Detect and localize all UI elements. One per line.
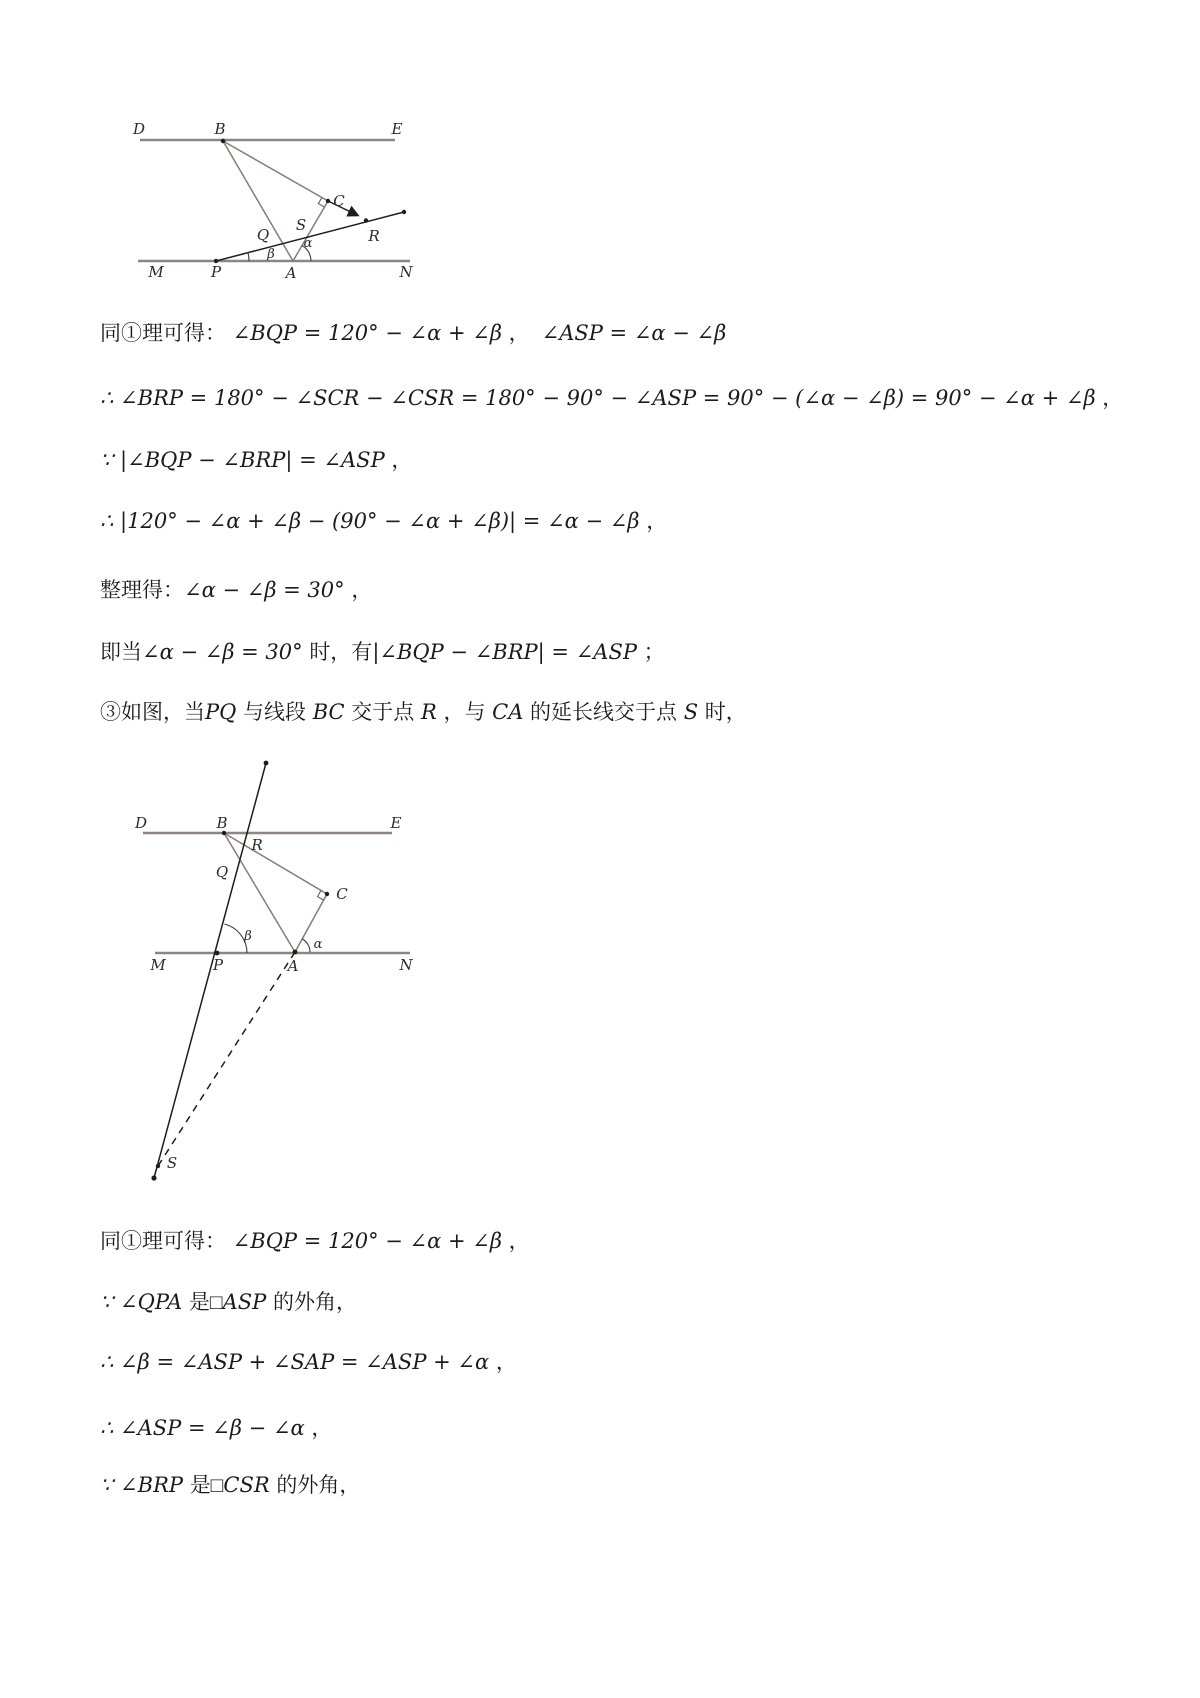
transversal-long-line [154, 763, 266, 1178]
math-segment: CSR [223, 1473, 277, 1497]
text-segment: 的外角， [276, 1473, 361, 1497]
label-N: N [399, 956, 413, 974]
label-E: E [390, 814, 402, 832]
text-line [100, 1413, 332, 1443]
text-segment: ③如图，当 [100, 700, 205, 724]
label-M: M [148, 263, 164, 281]
label-alpha: α [303, 236, 313, 251]
math-segment: ∠BQP = 120° − ∠α + ∠β [226, 1229, 509, 1253]
label-Q: Q [215, 863, 229, 881]
text-line [100, 637, 665, 667]
math-segment: ∵ ∠QPA [100, 1290, 189, 1314]
diagram2-labels [134, 814, 413, 1172]
math-segment: ∠BQP = 120° − ∠α + ∠β [226, 321, 509, 345]
math-segment: ASP [222, 1290, 273, 1314]
math-segment: R [414, 700, 444, 724]
text-segment: ， [508, 321, 535, 345]
parallel-lines [143, 833, 410, 953]
math-segment: ∠ASP = ∠α − ∠β [534, 321, 727, 345]
text-line [100, 697, 747, 727]
text-segment: 交于点 [351, 700, 415, 724]
segment-BC [223, 141, 328, 201]
math-segment: ∴ ∠ASP = ∠β − ∠α [100, 1416, 312, 1440]
label-alpha: α [313, 937, 323, 952]
text-segment: 与线段 [243, 700, 307, 724]
text-segment: ， [311, 1416, 333, 1440]
text-line [100, 506, 667, 536]
point-dots [151, 761, 329, 1181]
label-C: C [333, 192, 345, 210]
text-line [100, 318, 726, 348]
label-S: S [166, 1154, 178, 1172]
text-segment: 是□ [189, 1473, 224, 1497]
text-line [100, 1470, 360, 1500]
label-B: B [214, 120, 226, 138]
label-D: D [134, 814, 148, 832]
dashed-CA-extension [158, 952, 295, 1166]
label-S: S [295, 216, 307, 234]
triangle-lines [224, 833, 327, 952]
text-line [100, 1347, 517, 1377]
math-segment: ∴ ∠β = ∠ASP + ∠SAP = ∠ASP + ∠α [100, 1350, 496, 1374]
text-segment: 整理得： [100, 578, 184, 602]
text-segment: ，与 [443, 700, 486, 724]
text-line [100, 1226, 530, 1256]
text-segment: ， [646, 509, 668, 533]
beta-arc [248, 253, 249, 262]
geometry-diagram-case3 [120, 745, 430, 1195]
math-segment: S [677, 700, 705, 724]
text-segment: ， [495, 1350, 517, 1374]
text-segment: 的延长线交于点 [530, 700, 678, 724]
text-segment: ， [351, 578, 373, 602]
diagram1-labels [132, 120, 413, 282]
math-segment: BC [306, 700, 352, 724]
text-segment: 是□ [188, 1290, 223, 1314]
math-segment: ∴ ∠BRP = 180° − ∠SCR − ∠CSR = 180° − 90° − ∠ASP = 90° − (∠α − ∠β) = 90° − ∠α + ∠β [100, 386, 1103, 410]
label-R: R [251, 836, 263, 854]
text-line [100, 1287, 357, 1317]
label-D: D [132, 120, 146, 138]
label-Q: Q [256, 226, 270, 244]
text-segment: ， [1102, 386, 1124, 410]
label-E: E [391, 120, 403, 138]
label-B: B [216, 814, 228, 832]
math-segment: CA [485, 700, 531, 724]
alpha-arc [302, 939, 310, 952]
label-beta: β [244, 929, 252, 944]
label-A: A [285, 264, 297, 282]
math-segment: ∵ |∠BQP − ∠BRP| = ∠ASP [100, 448, 392, 472]
label-N: N [399, 263, 413, 281]
text-segment: ， [391, 448, 413, 472]
text-line [100, 445, 412, 475]
label-A: A [287, 957, 299, 975]
label-R: R [368, 227, 380, 245]
geometry-diagram-case2 [100, 100, 440, 300]
label-beta: β [267, 247, 275, 262]
math-segment: ∵ ∠BRP [100, 1473, 190, 1497]
text-segment: 同①理可得： [100, 1229, 226, 1253]
label-P: P [210, 263, 222, 281]
label-M: M [150, 956, 166, 974]
math-segment: ∠α − ∠β = 30° [142, 640, 310, 664]
math-segment: |∠BQP − ∠BRP| = ∠ASP [372, 640, 644, 664]
math-segment: PQ [205, 700, 244, 724]
text-segment: ， [508, 1229, 530, 1253]
text-line [100, 575, 372, 605]
text-segment: 的外角， [272, 1290, 357, 1314]
text-segment: ； [643, 640, 665, 664]
text-segment: 时，有 [309, 640, 373, 664]
math-segment: ∠α − ∠β = 30° [184, 578, 352, 602]
text-line [100, 383, 1123, 413]
text-segment: 即当 [100, 640, 142, 664]
label-P: P [212, 956, 224, 974]
text-segment: 时， [704, 700, 747, 724]
math-segment: ∴ |120° − ∠α + ∠β − (90° − ∠α + ∠β)| = ∠α − ∠β [100, 509, 647, 533]
label-C: C [336, 885, 348, 903]
text-segment: 同①理可得： [100, 321, 226, 345]
